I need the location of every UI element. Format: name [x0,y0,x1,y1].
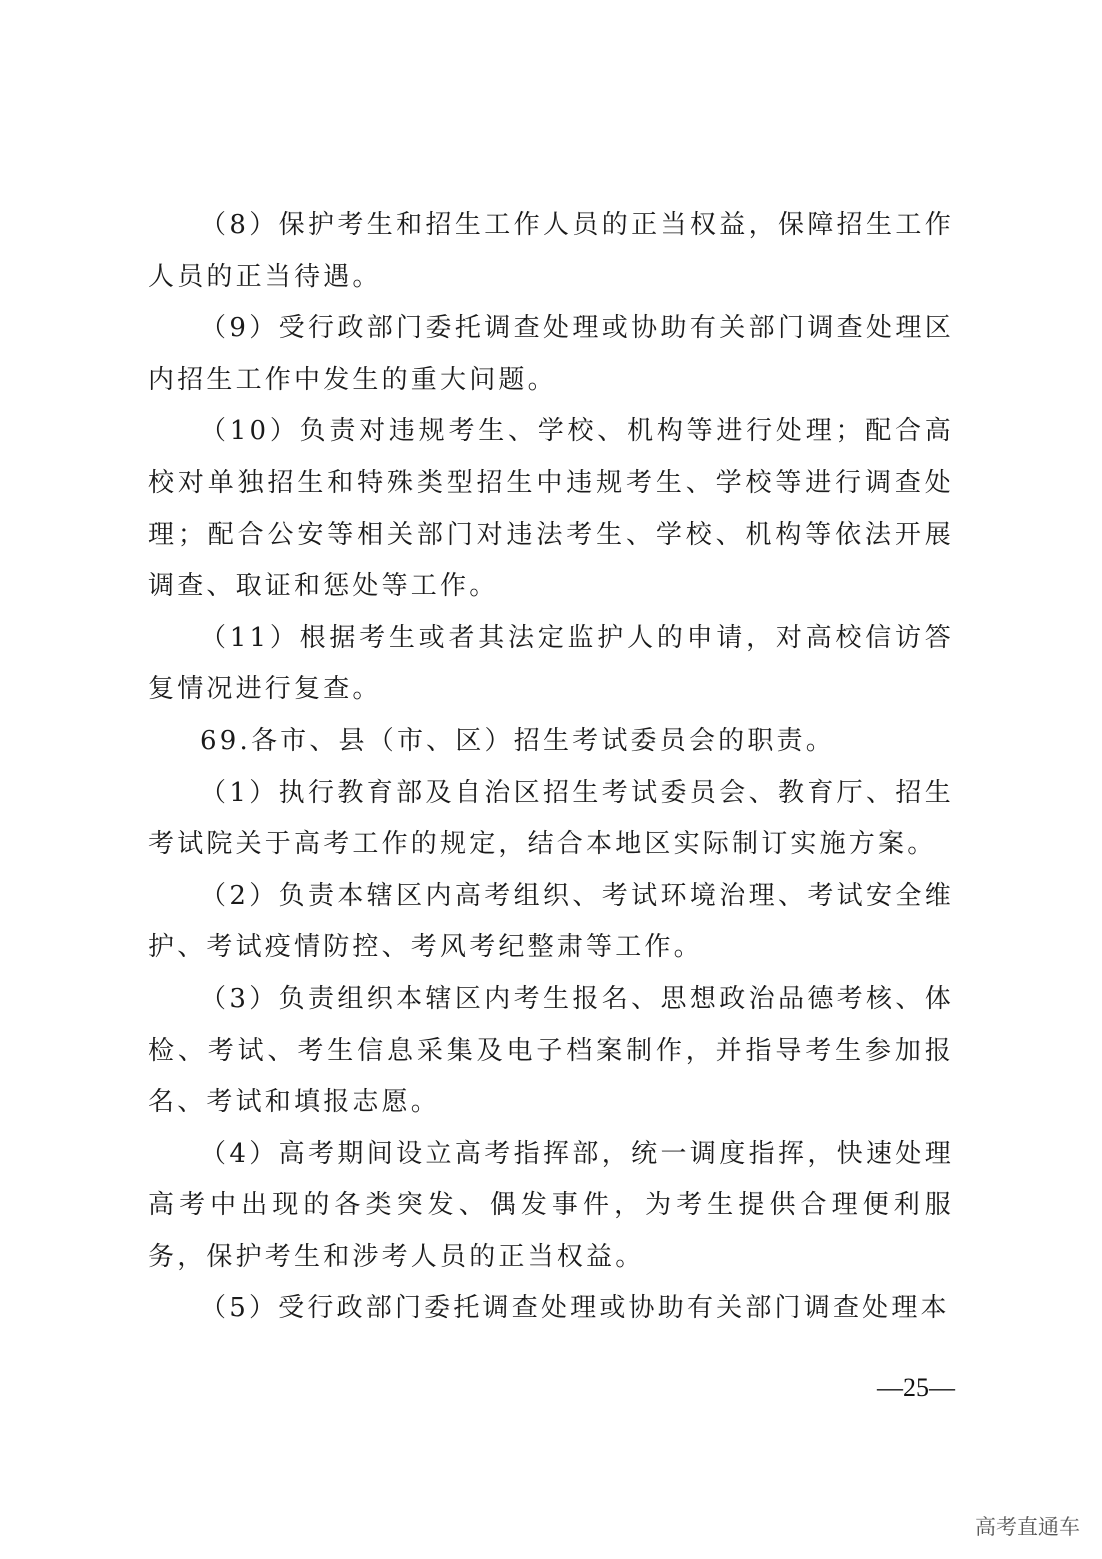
paragraph-item-5: （5）受行政部门委托调查处理或协助有关部门调查处理本 [200,1293,950,1324]
page-number: —25— [877,1373,955,1402]
paragraph-item-4: （4）高考期间设立高考指挥部，统一调度指挥，快速处理高考中出现的各类突发、偶发事件，为考生提供合理便利服务，保护考生和涉考人员的正当权益。 [148,1138,954,1272]
paragraph-item-11: （11）根据考生或者其法定监护人的申请，对高校信访答复情况进行复查。 [148,622,954,705]
paragraph-item-1: （1）执行教育部及自治区招生考试委员会、教育厅、招生考试院关于高考工作的规定，结合本地区实际制订实施方案。 [148,777,954,860]
watermark: 高考直通车 [975,1515,1080,1539]
document-body [148,200,954,1335]
paragraph-item-3: （3）负责组织本辖区内考生报名、思想政治品德考核、体检、考试、考生信息采集及电子档案制作，并指导考生参加报名、考试和填报志愿。 [148,983,954,1118]
paragraph-item-9: （9）受行政部门委托调查处理或协助有关部门调查处理区内招生工作中发生的重大问题。 [148,313,954,395]
paragraph-item-2: （2）负责本辖区内高考组织、考试环境治理、考试安全维护、考试疫情防控、考风考纪整肃等工作。 [148,880,954,963]
paragraph-item-10: （10）负责对违规考生、学校、机构等进行处理；配合高校对单独招生和特殊类型招生中违规考生、学校等进行调查处理；配合公安等相关部门对违法考生、学校、机构等依法开展调查、取证和惩处等工作。 [148,416,954,602]
paragraph-item-8: （8）保护考生和招生工作人员的正当权益，保障招生工作人员的正当待遇。 [148,210,954,292]
section-heading-69: 69.各市、县（市、区）招生考试委员会的职责。 [200,725,835,756]
